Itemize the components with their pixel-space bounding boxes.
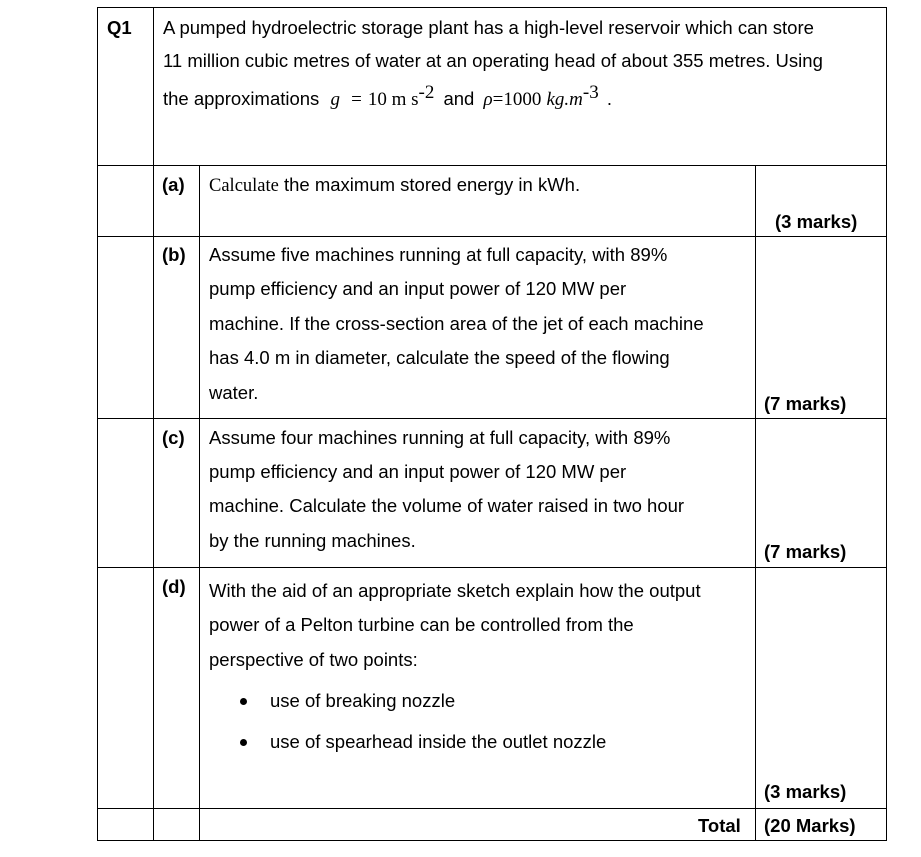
part-b-line-1: Assume five machines running at full capacity, with 89% xyxy=(209,244,668,265)
part-b-line-2: pump efficiency and an input power of 120 MW per xyxy=(209,278,627,299)
total-value: (20 Marks) xyxy=(764,815,856,836)
part-b-line-3: machine. If the cross-section area of the jet of each machine xyxy=(209,313,704,334)
g-symbol: g xyxy=(330,89,340,110)
part-d-line-1: With the aid of an appropriate sketch explain how the output xyxy=(209,580,701,601)
part-c-line-2: pump efficiency and an input power of 120 MW per xyxy=(209,461,627,482)
row-divider-4 xyxy=(97,567,887,568)
part-a-marks: (3 marks) xyxy=(775,211,858,232)
part-d-marks: (3 marks) xyxy=(764,781,847,802)
question-number: Q1 xyxy=(107,17,132,38)
col-line-right xyxy=(886,7,887,841)
bullet-icon xyxy=(240,739,247,746)
part-b-line-4: has 4.0 m in diameter, calculate the speed of the flowing xyxy=(209,347,670,368)
row-divider-1 xyxy=(97,165,887,166)
part-c-marks: (7 marks) xyxy=(764,541,847,562)
question-intro-line-2: 11 million cubic metres of water at an operating head of about 355 metres. Using xyxy=(163,50,823,71)
part-d-line-2: power of a Pelton turbine can be controlled from the xyxy=(209,614,634,635)
total-label: Total xyxy=(698,815,741,836)
question-intro-line-1: A pumped hydroelectric storage plant has a high-level reservoir which can store xyxy=(163,17,814,38)
rho-symbol: ρ xyxy=(483,89,493,110)
rho-unit: kg.m xyxy=(546,89,583,110)
col-line-marks xyxy=(755,165,756,841)
part-a-rest: the maximum stored energy in kWh. xyxy=(278,174,581,195)
approx-and: and xyxy=(443,88,475,109)
part-d-label: (d) xyxy=(162,576,186,597)
part-b-line-5: water. xyxy=(209,382,259,403)
col-line-left xyxy=(97,7,98,841)
part-b-label: (b) xyxy=(162,244,186,265)
approximations-line xyxy=(163,81,612,111)
equals-sign: = xyxy=(351,89,362,110)
part-c-line-1: Assume four machines running at full capacity, with 89% xyxy=(209,427,671,448)
part-b-marks: (7 marks) xyxy=(764,393,847,414)
part-d-line-3: perspective of two points: xyxy=(209,649,418,670)
rho-value: =1000 xyxy=(492,89,542,110)
col-line-part xyxy=(199,165,200,841)
row-divider-3 xyxy=(97,418,887,419)
approx-end: . xyxy=(606,88,612,109)
part-d-bullet-2: use of spearhead inside the outlet nozzle xyxy=(270,731,607,752)
part-a-label: (a) xyxy=(162,174,185,195)
row-divider-5 xyxy=(97,808,887,809)
rho-exponent: -3 xyxy=(582,81,599,103)
part-d-bullet-1: use of breaking nozzle xyxy=(270,690,456,711)
row-divider-2 xyxy=(97,236,887,237)
g-exponent: -2 xyxy=(418,81,435,103)
part-c-label: (c) xyxy=(162,427,185,448)
part-a-text xyxy=(209,174,580,197)
col-line-qnum xyxy=(153,7,154,841)
table-border-bottom xyxy=(97,840,887,841)
bullet-icon xyxy=(240,698,247,705)
part-c-line-3: machine. Calculate the volume of water raised in two hour xyxy=(209,495,685,516)
approx-prefix: the approximations xyxy=(163,88,320,109)
g-value: 10 m s xyxy=(367,89,419,110)
part-a-first-word: Calculate xyxy=(209,176,279,196)
part-c-line-4: by the running machines. xyxy=(209,530,416,551)
table-border-top xyxy=(97,7,887,8)
